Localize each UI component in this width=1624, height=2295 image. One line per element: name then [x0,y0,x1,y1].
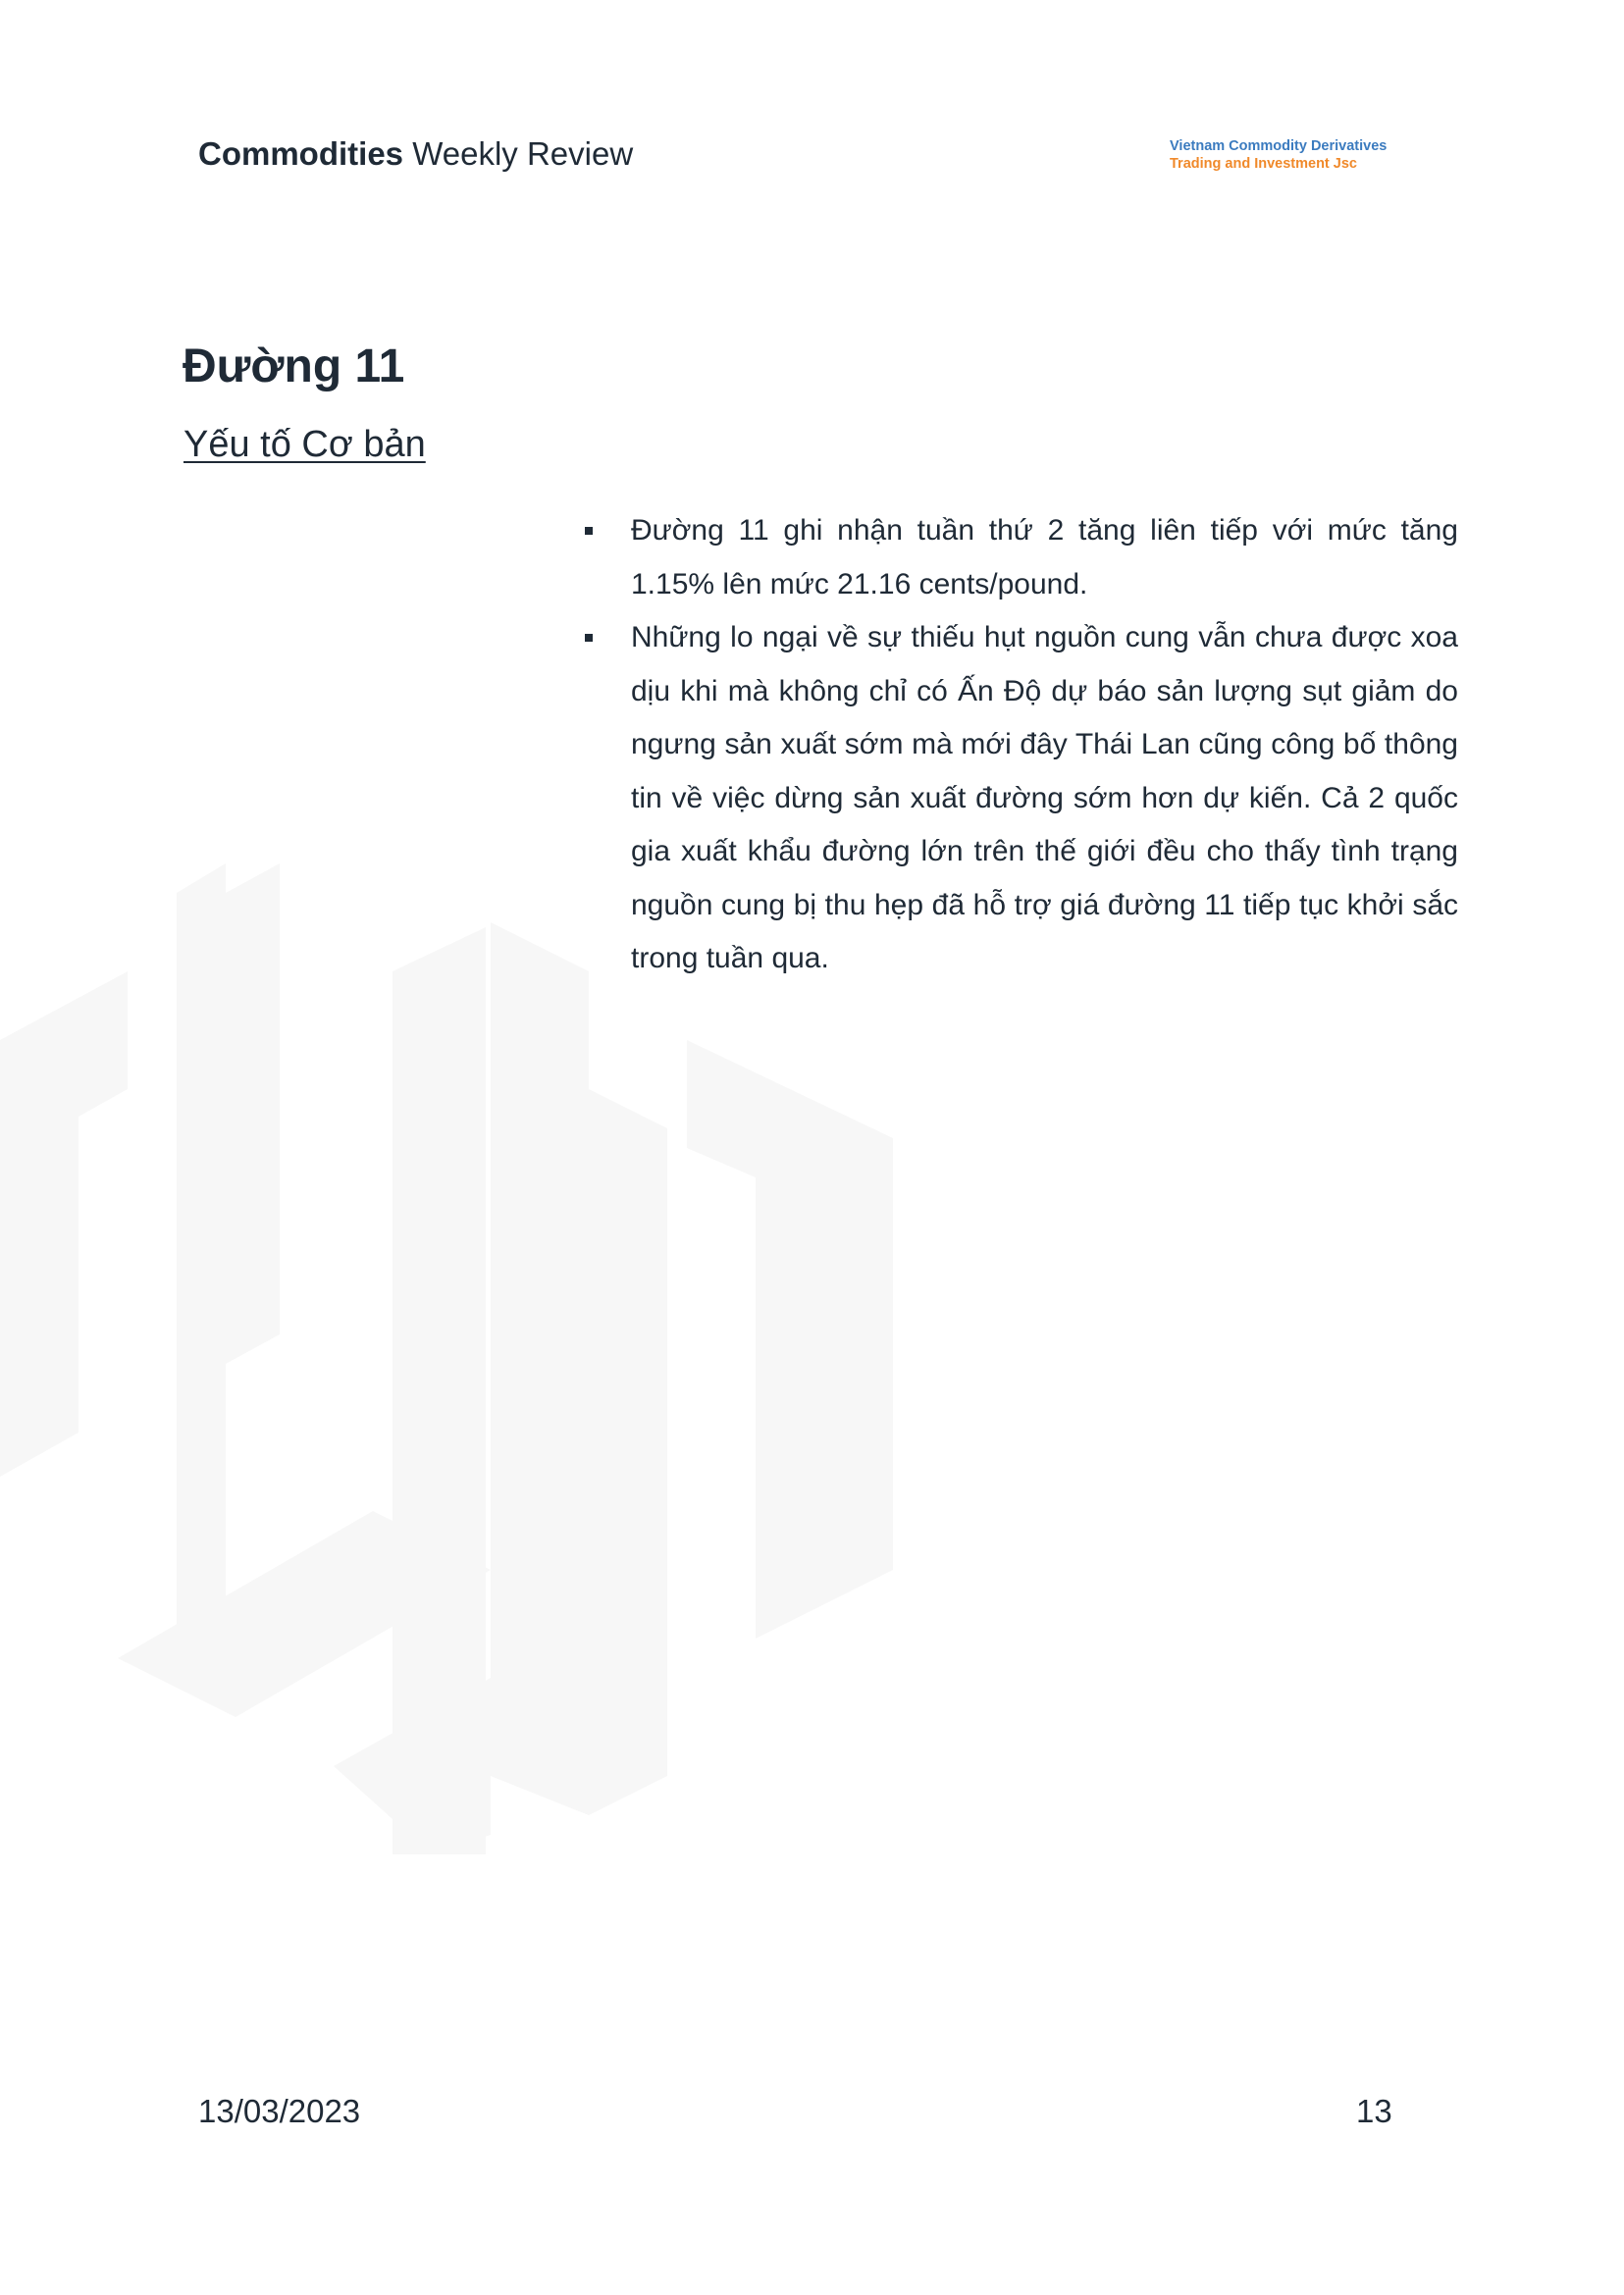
company-brand [1170,137,1387,173]
brand-line-1: Vietnam Commodity Derivatives [1170,138,1388,154]
page-number: 13 [1356,2093,1392,2129]
section-title: Đường 11 [183,340,405,392]
bullet-list [579,504,1458,986]
bullet-text: Đường 11 ghi nhận tuần thứ 2 tăng liên tiếp với mức tăng 1.15% lên mức 21.16 cents/pound. [631,514,1458,600]
header-title [198,135,633,173]
bullet-square-icon [585,634,593,642]
header-title-bold: Commodities [198,135,404,172]
header-title-regular: Weekly Review [403,135,634,172]
footer-date: 13/03/2023 [198,2093,361,2129]
bullet-square-icon [585,527,593,535]
bullet-text: Những lo ngại về sự thiếu hụt nguồn cung vẫn chưa được xoa dịu khi mà không chỉ có Ấn Độ dự báo sản lượng sụt giảm do ngưng sản xuất sớm mà mới đây Thái Lan cũng công bố thông tin về việc dừng sản xuất đường sớm hơn dự kiến. Cả 2 quốc gia xuất khẩu đường lớn trên thế giới đều cho thấy tình trạng nguồn cung bị thu hẹp đã hỗ trợ giá đường 11 tiếp tục khởi sắc trong tuần qua. [631,621,1458,974]
brand-line-2: Trading and Investment Jsc [1170,156,1357,172]
section-subtitle: Yếu tố Cơ bản [183,424,426,465]
bullet-item [579,504,1458,611]
bullet-item [579,611,1458,986]
